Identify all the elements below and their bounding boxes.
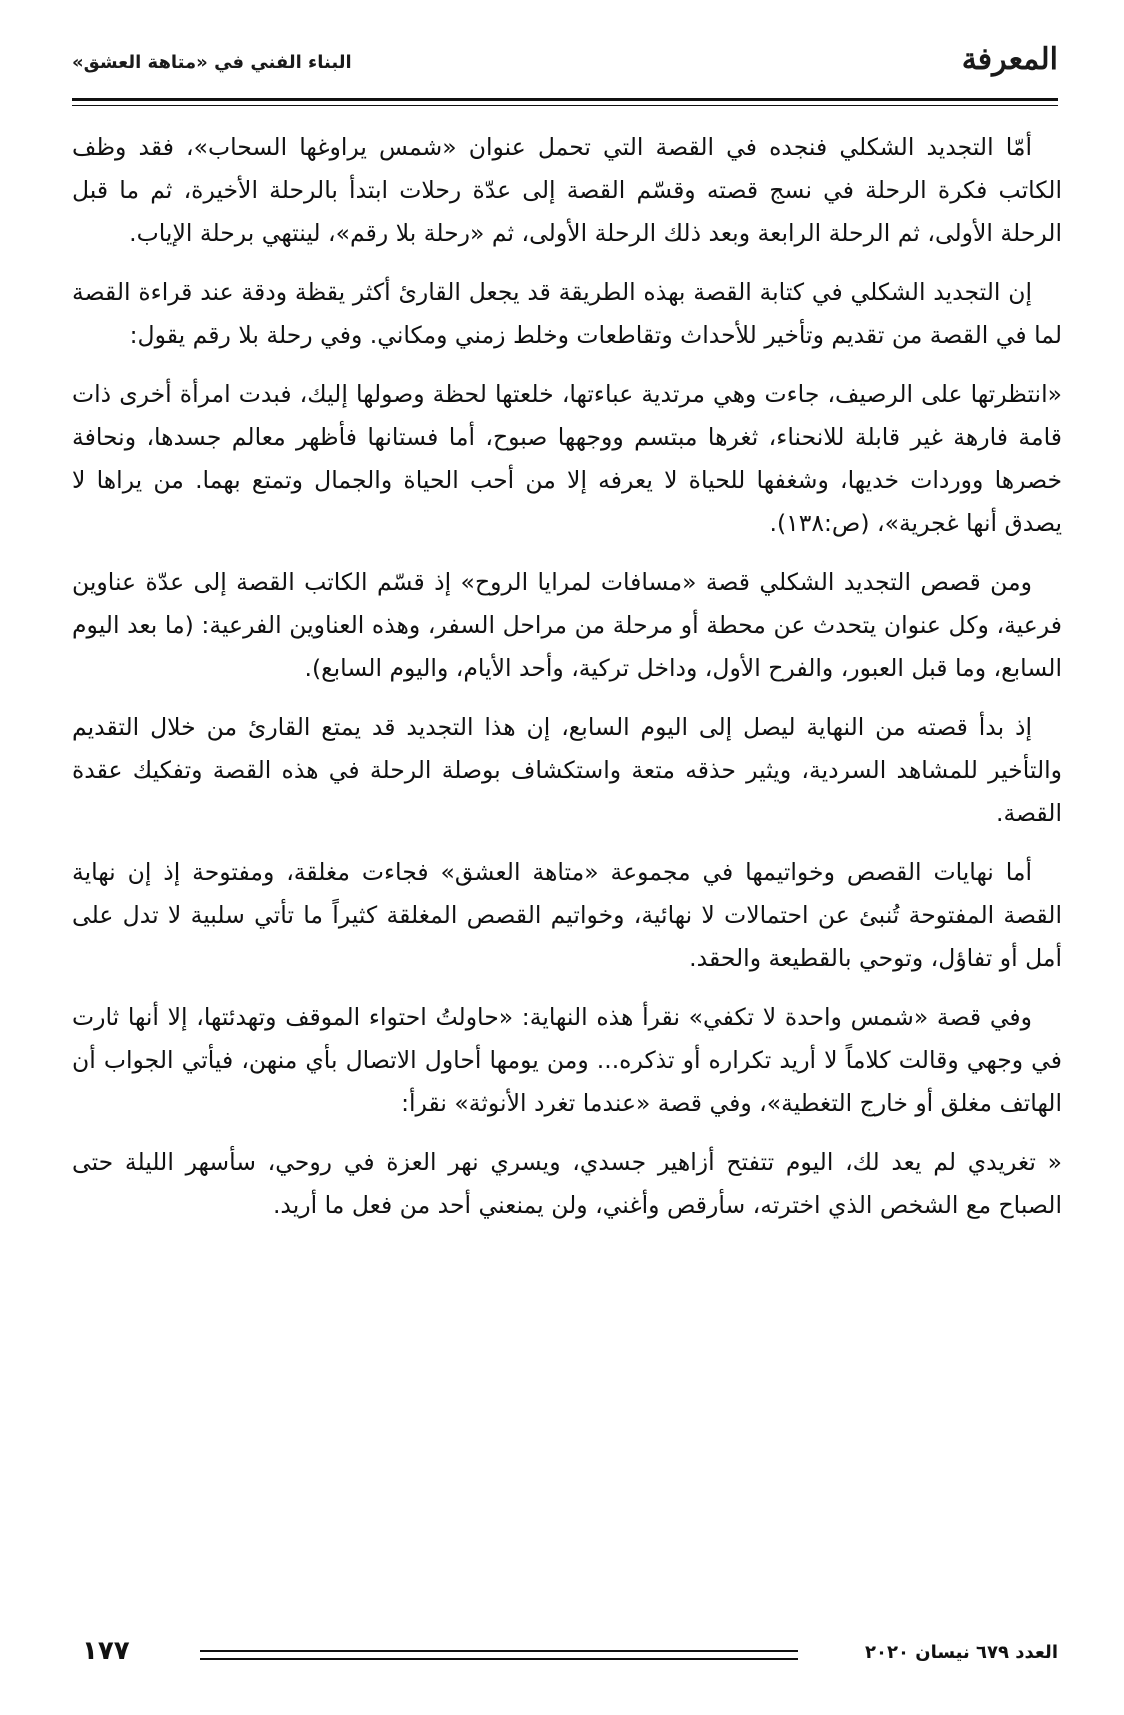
quoted-passage: «انتظرتها على الرصيف، جاءت وهي مرتدية عباءتها، خلعتها لحظة وصولها إليك، فبدت امرأة أخرى ذات قامة فارهة غير قابلة للانحناء، ثغرها مبتسم ووجهها صبوح، أما فستانها فأظهر معالم جسدها، ونحافة خصرها ووردات خديها، وشغفها للحياة لا يعرفه إلا من أحب الحياة والجمال وتمتع بهما. من يراها لا يصدق أنها غجرية»، (ص:١٣٨). [72, 380, 1062, 537]
paragraph: إن التجديد الشكلي في كتابة القصة بهذه الطريقة قد يجعل القارئ أكثر يقظة ودقة عند قراءة القصة لما في القصة من تقديم وتأخير للأحداث وتقاطعات وخلط زمني ومكاني. وفي رحلة بلا رقم يقول: [72, 278, 1062, 349]
masthead-logo: المعرفة [961, 42, 1058, 77]
header-rule-thin [72, 105, 1058, 106]
page-number: ١٧٧ [82, 1636, 130, 1666]
paragraph: أما نهايات القصص وخواتيمها في مجموعة «متاهة العشق» فجاءت مغلقة، ومفتوحة إذ إن نهاية القصة المفتوحة تُنبئ عن احتمالات لا نهائية، وخواتيم القصص المغلقة كثيراً ما تأتي سلبية لا تدل على أمل أو تفاؤل، وتوحي بالقطيعة والحقد. [72, 858, 1062, 972]
issue-info: العدد ٦٧٩ نيسان ٢٠٢٠ [865, 1642, 1058, 1663]
page-footer [72, 1636, 1058, 1676]
page-header [72, 40, 1058, 98]
footer-rule [200, 1658, 798, 1660]
paragraph: إذ بدأ قصته من النهاية ليصل إلى اليوم السابع، إن هذا التجديد قد يمتع القارئ من خلال التقديم والتأخير للمشاهد السردية، ويثير حذقه متعة واستكشاف بوصلة الرحلة في هذه القصة وتفكيك عقدة القصة. [72, 713, 1062, 827]
quoted-passage: « تغريدي لم يعد لك، اليوم تتفتح أزاهير جسدي، ويسري نهر العزة في روحي، سأسهر الليلة حتى الصباح مع الشخص الذي اخترته، سأرقص وأغني، ولن يمنعني أحد من فعل ما أريد. [72, 1148, 1062, 1219]
paragraph: أمّا التجديد الشكلي فنجده في القصة التي تحمل عنوان «شمس يراوغها السحاب»، فقد وظف الكاتب فكرة الرحلة في نسج قصته وقسّم القصة إلى عدّة رحلات ابتدأ بالرحلة الأخيرة، ثم ما قبل الرحلة الأولى، ثم الرحلة الرابعة وبعد ذلك الرحلة الأولى، ثم «رحلة بلا رقم»، لينتهي برحلة الإياب. [72, 133, 1062, 247]
paragraph: ومن قصص التجديد الشكلي قصة «مسافات لمرايا الروح» إذ قسّم الكاتب القصة إلى عدّة عناوين فرعية، وكل عنوان يتحدث عن محطة أو مرحلة من مراحل السفر، وهذه العناوين الفرعية: (ما بعد اليوم السابع، وما قبل العبور، والفرح الأول، وداخل تركية، وأحد الأيام، واليوم السابع). [72, 568, 1062, 682]
article-body [72, 126, 1062, 1243]
running-title: البناء الفني في «متاهة العشق» [72, 52, 352, 73]
footer-rule [200, 1650, 798, 1652]
paragraph: وفي قصة «شمس واحدة لا تكفي» نقرأ هذه النهاية: «حاولتُ احتواء الموقف وتهدئتها، إلا أنها ثارت في وجهي وقالت كلاماً لا أريد تكراره أو تذكره... ومن يومها أحاول الاتصال بأي منهن، فيأتي الجواب أن الهاتف مغلق أو خارج التغطية»، وفي قصة «عندما تغرد الأنوثة» نقرأ: [72, 1003, 1062, 1117]
header-rule [72, 98, 1058, 101]
